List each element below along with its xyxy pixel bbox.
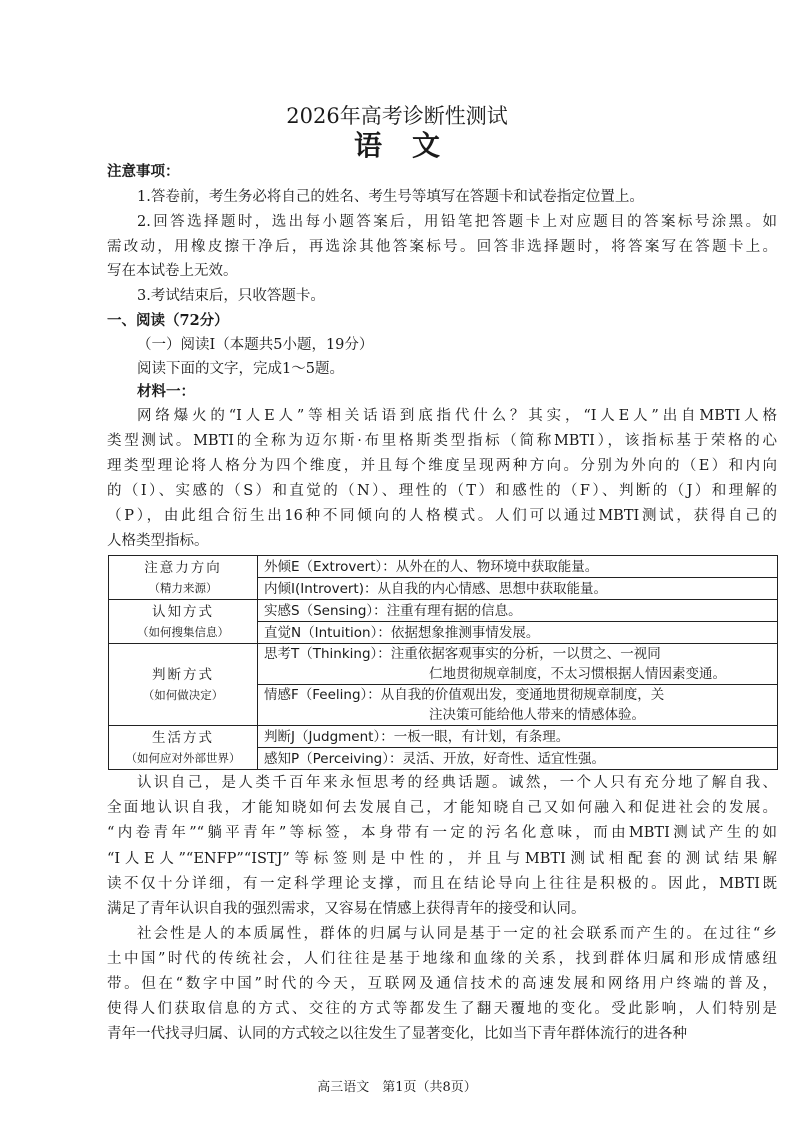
- material-label: 材料一：: [137, 383, 195, 400]
- notice-line: 需改动，用橡皮擦干净后，再选涂其他答案标号。回答非选择题时，将答案写在答题卡上。: [107, 239, 777, 255]
- dimension-name: 判断方式: [152, 666, 214, 683]
- type-description: [258, 748, 778, 770]
- dimension-name: 注意力方向: [144, 559, 222, 576]
- description-line: 感知P（Perceiving）：灵活、开放，好奇性、适宜性强。: [264, 750, 605, 767]
- type-description: [258, 685, 778, 726]
- table-row: [109, 726, 778, 748]
- dimension-sub: （如何做决定）: [142, 687, 224, 702]
- type-description: [258, 726, 778, 748]
- exam-title: 2026年高考诊断性测试: [286, 104, 508, 128]
- paragraph-line: 人格类型指标。: [107, 533, 209, 549]
- type-description: [258, 644, 778, 685]
- table-row: [109, 600, 778, 622]
- description-line: 判断J（Judgment）：一板一眼，有计划，有条理。: [264, 728, 570, 745]
- dimension-sub: （如何应对外部世界）: [125, 750, 241, 765]
- paragraph-line: “I人E人”“ENFP”“ISTJ”等标签则是中性的，并且与MBTI测试相配套的测试结果解: [107, 850, 777, 867]
- paragraph-line: 全面地认识自我，才能知晓如何去发展自己，才能知晓自己又如何融入和促进社会的发展。: [107, 800, 777, 817]
- table-row: [109, 556, 778, 578]
- dimension-cell: [109, 644, 258, 726]
- paragraph-line: 网络爆火的“I人E人”等相关话语到底指代什么？其实，“I人E人”出自MBTI人格: [137, 408, 777, 424]
- type-description: [258, 578, 778, 600]
- description-line: 思考T（Thinking）：注重依据客观事实的分析，一以贯之、一视同: [264, 646, 661, 662]
- description-line: 仁地贯彻规章制度，不太习惯根据人情因素变通。: [429, 666, 726, 682]
- dimension-name: 生活方式: [152, 729, 214, 746]
- paragraph-line: 青年一代找寻归属、认同的方式较之以往发生了显著变化，比如当下青年群体流行的进各种: [107, 1026, 687, 1042]
- mbti-table: [108, 555, 778, 770]
- paragraph-line: 理类型理论将人格分为四个维度，并且每个维度呈现两种方向。分别为外向的（E）和内向: [107, 458, 777, 474]
- paragraph-line: 认识自己，是人类千百年来永恒思考的经典话题。诚然，一个人只有充分地了解自我、: [137, 775, 777, 791]
- notice-line: 写在本试卷上无效。: [107, 263, 238, 279]
- paragraph-line: “内卷青年”“躺平青年”等标签，本身带有一定的污名化意味，而由MBTI测试产生的如: [107, 825, 777, 842]
- subject-title: 语文: [353, 129, 470, 162]
- description-line: 直觉N（Intuition）：依据想象推测事情发展。: [264, 624, 540, 641]
- paragraph-line: 带。但在“数字中国”时代的今天，互联网及通信技术的高速发展和网络用户终端的普及，: [107, 976, 777, 992]
- description-line: 实感S（Sensing）：注重有理有据的信息。: [264, 602, 522, 619]
- notice-heading: 注意事项：: [107, 163, 180, 180]
- description-line: 情感F（Feeling）：从自我的价值观出发，变通地贯彻规章制度，关: [264, 687, 665, 703]
- notice-line: 2.回答选择题时，选出每小题答案后，用铅笔把答题卡上对应题目的答案标号涂黑。如: [137, 214, 777, 230]
- notice-line: 3.考试结束后，只收答题卡。: [137, 288, 325, 304]
- dimension-cell: [109, 600, 258, 644]
- paragraph-line: 类型测试。MBTI的全称为迈尔斯·布里格斯类型指标（简称MBTI），该指标基于荣格的心: [107, 433, 777, 449]
- paragraph-line: 读不仅十分详细，有一定科学理论支撑，而且在结论导向上往往是积极的。因此，MBTI既: [107, 875, 777, 892]
- type-description: [258, 600, 778, 622]
- paragraph-line: 使得人们获取信息的方式、交往的方式等都发生了翻天覆地的变化。受此影响，人们特别是: [107, 1001, 777, 1017]
- paragraph-line: 的（I）、实感的（S）和直觉的（N）、理性的（T）和感性的（F）、判断的（J）和理解的: [107, 483, 777, 499]
- paragraph-line: （P），由此组合衍生出16种不同倾向的人格模式。人们可以通过MBTI测试，获得自己的: [107, 508, 777, 524]
- notice-line: 1.答卷前，考生务必将自己的姓名、考生号等填写在答题卡和试卷指定位置上。: [137, 189, 644, 205]
- dimension-cell: [109, 556, 258, 600]
- description-line: 外倾E（Extrovert）：从外在的人、物环境中获取能量。: [264, 558, 599, 575]
- table-row: [109, 644, 778, 685]
- subsection-heading: （一）阅读Ⅰ（本题共5小题，19分）: [137, 337, 374, 353]
- dimension-cell: [109, 726, 258, 770]
- dimension-name: 认知方式: [152, 603, 214, 620]
- page-footer: 高三语文 第1页（共8页）: [317, 1080, 477, 1095]
- type-description: [258, 556, 778, 578]
- dimension-sub: （如何搜集信息）: [137, 624, 229, 639]
- description-line: 注决策可能给他人带来的情感体验。: [429, 707, 645, 723]
- type-description: [258, 622, 778, 644]
- section-heading: 一、阅读（72分）: [107, 312, 229, 329]
- paragraph-line: 土中国”时代的传统社会，人们往往是基于地缘和血缘的关系，找到群体归属和形成情感纽: [107, 951, 777, 967]
- instruction: 阅读下面的文字，完成1～5题。: [137, 361, 344, 377]
- description-line: 内倾I(Introvert)：从自我的内心情感、思想中获取能量。: [264, 580, 607, 597]
- paragraph-line: 满足了青年认识自我的强烈需求，又容易在情感上获得青年的接受和认同。: [107, 901, 586, 917]
- paragraph-line: 社会性是人的本质属性，群体的归属与认同是基于一定的社会联系而产生的。在过往“乡: [137, 926, 777, 942]
- dimension-sub: （精力来源）: [148, 580, 218, 595]
